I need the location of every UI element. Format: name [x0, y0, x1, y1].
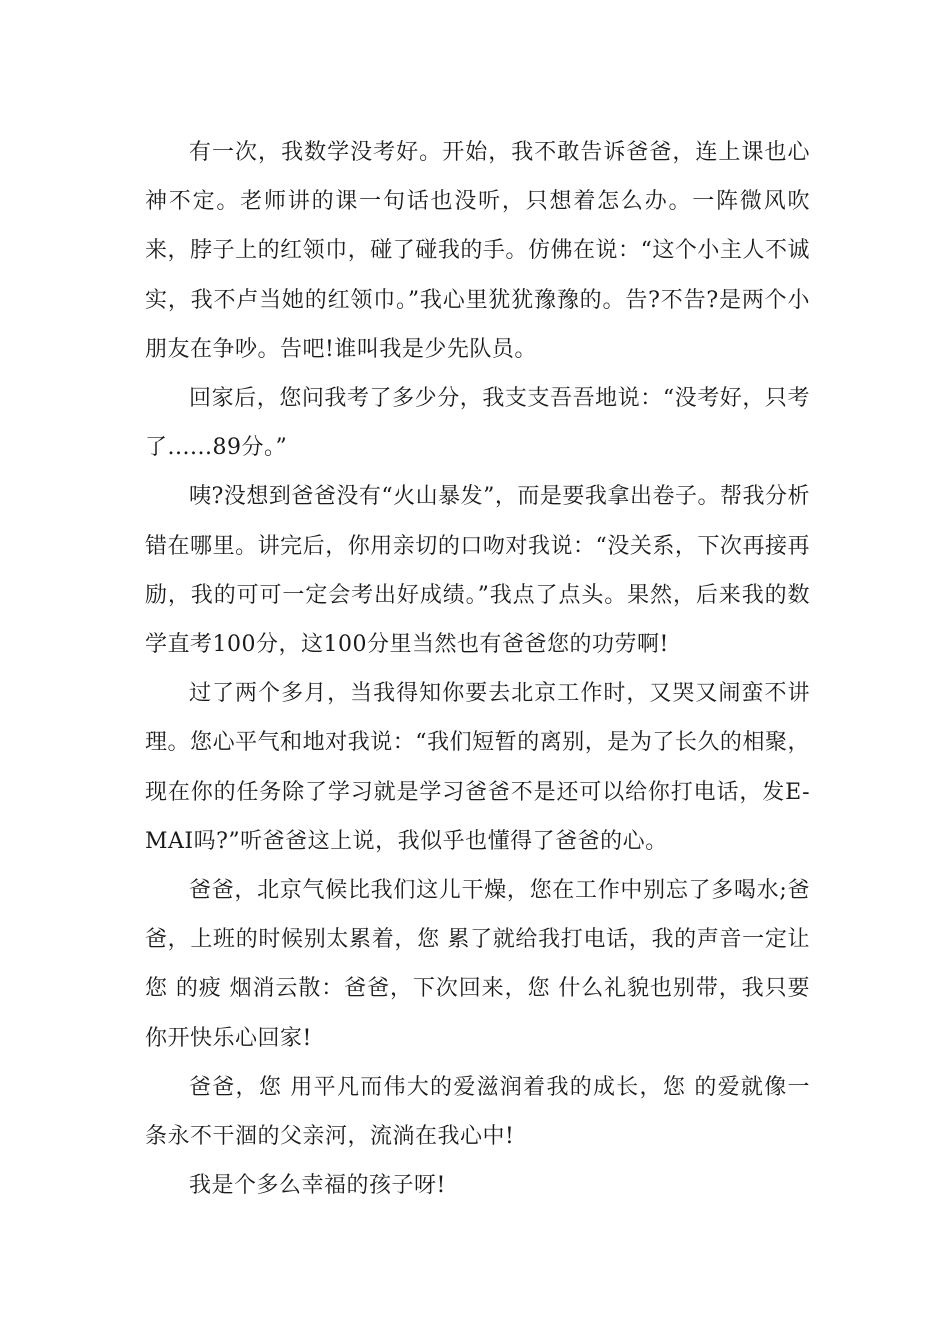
paragraph: 我是个多么幸福的孩子呀! — [189, 1173, 446, 1199]
paragraph: 咦?没想到爸爸没有“火山暴发”，而是要我拿出卷子。帮我分析错在哪里。讲完后，你用亲切的口吻对我说：“没关系，下次再接再励，我的可可一定会考出好成绩。”我点了点头。果然，后来我的数学直考100分，这100分里当然也有爸爸您的功劳啊! — [145, 484, 810, 658]
paragraph: 有一次，我数学没考好。开始，我不敢告诉爸爸，连上课也心神不定。老师讲的课一句话也没听，只想着怎么办。一阵微风吹来，脖子上的红领巾，碰了碰我的手。仿佛在说：“这个小主人不诚实，我不卢当她的红领巾。”我心里犹犹豫豫的。告?不告?是两个小朋友在争吵。告吧!谁叫我是少先队员。 — [145, 140, 810, 362]
paragraph: 爸爸，北京气候比我们这儿干燥，您在工作中别忘了多喝水;爸爸，上班的时候别太累着，您 累了就给我打电话，我的声音一定让您 的疲 烟消云散：爸爸，下次回来，您 什么礼貌也别带，我只要你开快乐心回家! — [145, 878, 810, 1051]
paragraph: 回家后，您问我考了多少分，我支支吾吾地说：“没考好，只考了......89分。” — [145, 386, 810, 461]
paragraph: 爸爸，您 用平凡而伟大的爱滋润着我的成长，您 的爱就像一条永不干涸的父亲河，流淌在我心中! — [145, 1074, 810, 1150]
body-text — [145, 128, 810, 1210]
paragraph: 过了两个多月，当我得知你要去北京工作时，又哭又闹蛮不讲理。您心平气和地对我说：“我们短暂的离别，是为了长久的相聚，现在你的任务除了学习就是学习爸爸不是还可以给你打电话，发E-MAI吗?”听爸爸这上说，我似乎也懂得了爸爸的心。 — [145, 681, 810, 854]
